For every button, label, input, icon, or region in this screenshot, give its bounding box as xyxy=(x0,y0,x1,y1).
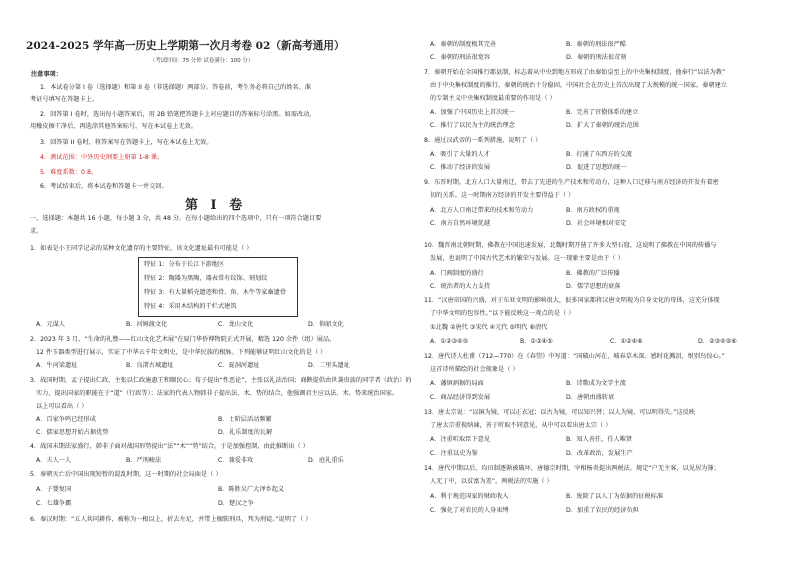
q14-stem: 14．唐代中期以后，均田制逐渐被破坏，唐德宗时期，宰相杨炎提出两税法，规定“户无主客，以见居为簿； xyxy=(424,465,720,472)
q14-stem: 人无丁中，以贫富为差”。两税法的实施（ ） xyxy=(430,478,553,485)
q6-stem: 6．秦汉时期：“五人共同耕作，被称为一根以上，折去左足，并带上枷锁刑具，判为刑徒。”说明了（ ） xyxy=(30,516,312,523)
q11-option-d[interactable]: D．②③④⑤⑥ xyxy=(698,338,737,345)
q1-feature: 特征 4：采用木结构的干栏式建筑 xyxy=(144,303,237,310)
q5-option-d[interactable]: D．楚汉之争 xyxy=(218,500,254,507)
q10-stem: 发展，也说明了中国古代艺术的繁荣与发展。这一现象主要是由于（ ） xyxy=(430,255,624,262)
q8-stem: 8．通过汉武帝的一系列措施，说明了（ ） xyxy=(424,137,542,144)
q13-stem: 13．唐太宗说：“以铜为镜，可以正衣冠；以古为镜，可以知兴替；以人为镜，可以明得失。”这反映 xyxy=(424,409,696,416)
q1-option-b[interactable]: B．河姆渡文化 xyxy=(126,321,168,328)
q1-feature: 特征 1：分布于长江下游地区 xyxy=(144,261,225,268)
q13-option-c[interactable]: C．注重以史为鉴 xyxy=(430,450,478,457)
q1-stem: 1．如表是小王同学记录的某种文化遗存的主要特征，该文化遗址最有可能是（ ） xyxy=(30,245,253,252)
q5-stem: 5．秦朝灭亡后中国出现短暂的混乱时期，这一时期的社会局面是（ ） xyxy=(30,471,222,478)
q4-option-a[interactable]: A．夫人一人 xyxy=(36,457,72,464)
q5-option-a[interactable]: A．子婴复国 xyxy=(36,486,72,493)
q10-option-a[interactable]: A．门阀制度的盛行 xyxy=(430,270,484,277)
note-line: 6．考试结束后，将本试卷和答题卡一并交回。 xyxy=(40,183,168,190)
q11-option-a[interactable]: A．①②③④⑤ xyxy=(430,338,469,345)
q12-option-d[interactable]: D．唐朝由盛转衰 xyxy=(566,394,615,401)
note-line-difficulty: 5．难度系数：0.8。 xyxy=(40,169,98,176)
q2-option-a[interactable]: A．牛河梁遗址 xyxy=(36,362,78,369)
q6-option-c[interactable]: C．秦朝的刑法很宽容 xyxy=(430,54,491,61)
q12-option-c[interactable]: C．商品经济得到发展 xyxy=(430,394,491,401)
q11-option-c[interactable]: C．①②④⑥ xyxy=(610,338,643,345)
q9-option-a[interactable]: A．北方人口南迁带来的技术和劳动力 xyxy=(430,207,534,214)
q11-items: ①北魏 ②唐代 ③宋代 ④元代 ⑤明代 ⑥清代 xyxy=(430,324,548,331)
q13-option-a[interactable]: A．注重听取臣下意见 xyxy=(430,436,490,443)
q5-option-b[interactable]: B．陈胜吴广大泽乡起义 xyxy=(218,486,285,493)
q14-option-a[interactable]: A．利于规范国家的财政收入 xyxy=(430,493,509,500)
q6-option-d[interactable]: D．秦朝的刑法很苛刻 xyxy=(566,54,627,61)
note-line: 考证号填写在答题卡上。 xyxy=(30,96,99,103)
exam-title: 2024-2025 学年高一历史上学期第一次月考卷 02（新高考通用） xyxy=(26,40,345,52)
q12-option-b[interactable]: B．诗歌成为文学主流 xyxy=(566,380,626,387)
q14-option-d[interactable]: D．加重了农民的经济负担 xyxy=(566,507,639,514)
note-line: 1．本试卷分第 I 卷（选择题）和第 II 卷（非选择题）两部分。答卷前，考生务必将自己的姓名、准 xyxy=(40,84,311,91)
q1-option-a[interactable]: A．元谋人 xyxy=(36,321,65,328)
q14-option-c[interactable]: C．强化了对农民的人身束缚 xyxy=(430,507,509,514)
q7-option-b[interactable]: B．完善了官僚体系的建立 xyxy=(566,109,639,116)
q10-stem: 10．魏晋南北朝时期，佛教在中国迅速发展，北魏时期开凿了许多大型石窟，这说明了佛教在中国的传播与 xyxy=(424,242,717,249)
q1-feature: 特征 3：有大量稻壳遗迹和骨、角、木牛等家畜遗骨 xyxy=(144,289,287,296)
q2-stem: 12 件玉器类型进行展示，实证了中华五千年文明史，是中华民族的根脉。下列能够证明红山文化的是（ ） xyxy=(36,349,327,356)
q6-option-b[interactable]: B．秦朝的刑法很严酷 xyxy=(566,41,626,48)
q3-stem: 实力，提出国家的职能在于“道”（行政等）；法家的代表人物韩非子提出法、术、势的结合，他强调君主应以法、术、势来统治国家。 xyxy=(36,390,399,397)
q7-option-d[interactable]: D．扩大了秦朝的统治范围 xyxy=(566,122,639,129)
q13-option-d[interactable]: D．改革政治，发展生产 xyxy=(566,450,633,457)
q2-option-d[interactable]: D．二里头遗址 xyxy=(308,362,350,369)
notes-heading: 注意事项： xyxy=(31,71,62,78)
q1-option-c[interactable]: C．龙山文化 xyxy=(218,321,254,328)
q3-option-b[interactable]: B．士阶层活动频繁 xyxy=(218,416,272,423)
q8-option-b[interactable]: B．打通了东西方的交流 xyxy=(566,151,633,158)
q4-option-c[interactable]: C．兼爱非攻 xyxy=(218,457,254,464)
q8-option-d[interactable]: D．促进了思想的统一 xyxy=(566,164,627,171)
q3-option-c[interactable]: C．儒家思想开始占据优势 xyxy=(36,429,109,436)
note-line: 3．回答第 II 卷时，将答案写在答题卡上，写在本试卷上无效。 xyxy=(40,139,213,146)
q12-option-a[interactable]: A．藩镇割据的局面 xyxy=(430,380,484,387)
q11-option-b[interactable]: B．①③④⑤ xyxy=(520,338,553,345)
q3-stem: 3．战国时期，孟子提出仁政，主张以仁政施惠王和顺民心；荀子提出“性恶论”，主张以礼法治国；商鞅提倡由世袭贵族的同学者（政治）的 xyxy=(30,377,412,384)
q9-stem: 切的关系。这一时期南方经济的开发主要得益于（ ） xyxy=(430,192,575,199)
q12-stem: 12．唐代诗人杜甫（712—770）在《春望》中写道：“国破山河在，城春草木深。感时花溅泪，恨别鸟惊心。” xyxy=(424,353,725,360)
q4-option-b[interactable]: B．严刑峻法 xyxy=(126,457,162,464)
q9-option-d[interactable]: D．社会环境相对安定 xyxy=(566,220,627,227)
q7-option-c[interactable]: C．推行了以民为主的统治理念 xyxy=(430,122,515,129)
q4-option-d[interactable]: D．庭礼重乐 xyxy=(308,457,344,464)
q11-stem: 11．“汉唐帝国的兴盛，对于东亚文明的影响很大，很多国家都将汉唐文明视为自身文化的母体，这充分体现 xyxy=(424,297,720,304)
q9-option-b[interactable]: B．南方政权的重视 xyxy=(566,207,620,214)
q8-option-c[interactable]: C．推动了经济的发展 xyxy=(430,164,491,171)
q8-option-a[interactable]: A．吸引了大量的人才 xyxy=(430,151,490,158)
q9-option-c[interactable]: C．南方自然环境优越 xyxy=(430,220,491,227)
q7-stem: 的专制主义中央集权制度最重要的作用是（ ） xyxy=(430,95,556,102)
q4-stem: 4．战国末期法家盛行，韩非子面对战国形势提出“法”“术”“势”结合，于是加强控制，由此推断出（ ） xyxy=(30,443,309,450)
q10-option-b[interactable]: B．佛教的广泛传播 xyxy=(566,270,620,277)
exam-subtitle: （考试时间：75 分钟 试卷满分：100 分） xyxy=(150,58,254,64)
q9-stem: 9．东晋时期，北方人口大量南迁，带去了先进的生产技术和劳动力，这种人口迁移与南方经济的开发有着密 xyxy=(424,179,719,186)
q1-feature: 特征 2：陶器为黑陶，器表常有纹饰、刻划纹 xyxy=(144,275,268,282)
q5-option-c[interactable]: C．七雄争霸 xyxy=(36,500,72,507)
q7-stem: 7．秦朝开始在全国推行郡县制，标志着从中央到地方形成了由秦始皇至上的中央集权制度，他奉行“以法为教” xyxy=(424,69,726,76)
q2-option-c[interactable]: C．夏洞河遗址 xyxy=(218,362,260,369)
note-line: 2．回答第 I 卷时，选出每小题答案后，用 2B 铅笔把答题卡上对应题目的答案标号涂黑。如需改动， xyxy=(40,111,316,118)
q2-option-b[interactable]: B．良渚古城遗址 xyxy=(126,362,174,369)
q13-option-b[interactable]: B．知人善任，任人唯贤 xyxy=(566,436,633,443)
q3-stem: 以上可以看出（ ） xyxy=(36,403,88,410)
section-heading: 第 I 卷 xyxy=(185,198,247,213)
note-line: 用橡皮擦干净后，再选涂其他答案标号。写在本试卷上无效。 xyxy=(30,123,198,130)
q10-option-c[interactable]: C．统治者的大力支持 xyxy=(430,283,491,290)
q3-option-d[interactable]: D．礼乐制度的瓦解 xyxy=(218,429,273,436)
note-line-scope: 4．测试范围：中外历史纲要上册第 1-8 课。 xyxy=(40,154,164,161)
section-intro: 一、选择题：本题共 16 小题，每小题 3 分，共 48 分。在每小题给出的四个选项中，只有一项符合题目要 xyxy=(30,215,322,222)
q12-stem: 这首诗所描绘的社会现象是（ ） xyxy=(430,366,519,373)
q1-option-d[interactable]: D．仰韶文化 xyxy=(308,321,344,328)
q11-stem: 了中华文明的包容性。”以下能反映这一观点的是（ ） xyxy=(430,310,575,317)
q13-stem: 了唐太宗重视纳谏，善于听取不同意见，从中可以看出唐太宗（ ） xyxy=(430,422,612,429)
q7-stem: 由于中央集权制度的推行，秦朝的统治十分稳固，中国社会在历史上首次出现了大规模的统一国家。秦朝建立 xyxy=(430,82,727,89)
q10-option-d[interactable]: D．儒学思想的衰落 xyxy=(566,283,621,290)
q3-option-a[interactable]: A．百家争鸣已经形成 xyxy=(36,416,96,423)
q6-option-a[interactable]: A．秦朝的制度极其完善 xyxy=(430,41,497,48)
q14-option-b[interactable]: B．废除了以人丁为依据的征税标准 xyxy=(566,493,664,500)
q2-stem: 2．2023 年 3 月，“生命的礼赞——红山文化艺术展”在厦门华侨博物院正式开展，精选 120 余件（组）展品， xyxy=(30,336,336,343)
section-intro: 求。 xyxy=(30,228,43,235)
q7-option-a[interactable]: A．加强了中国历史上首次统一 xyxy=(430,109,515,116)
